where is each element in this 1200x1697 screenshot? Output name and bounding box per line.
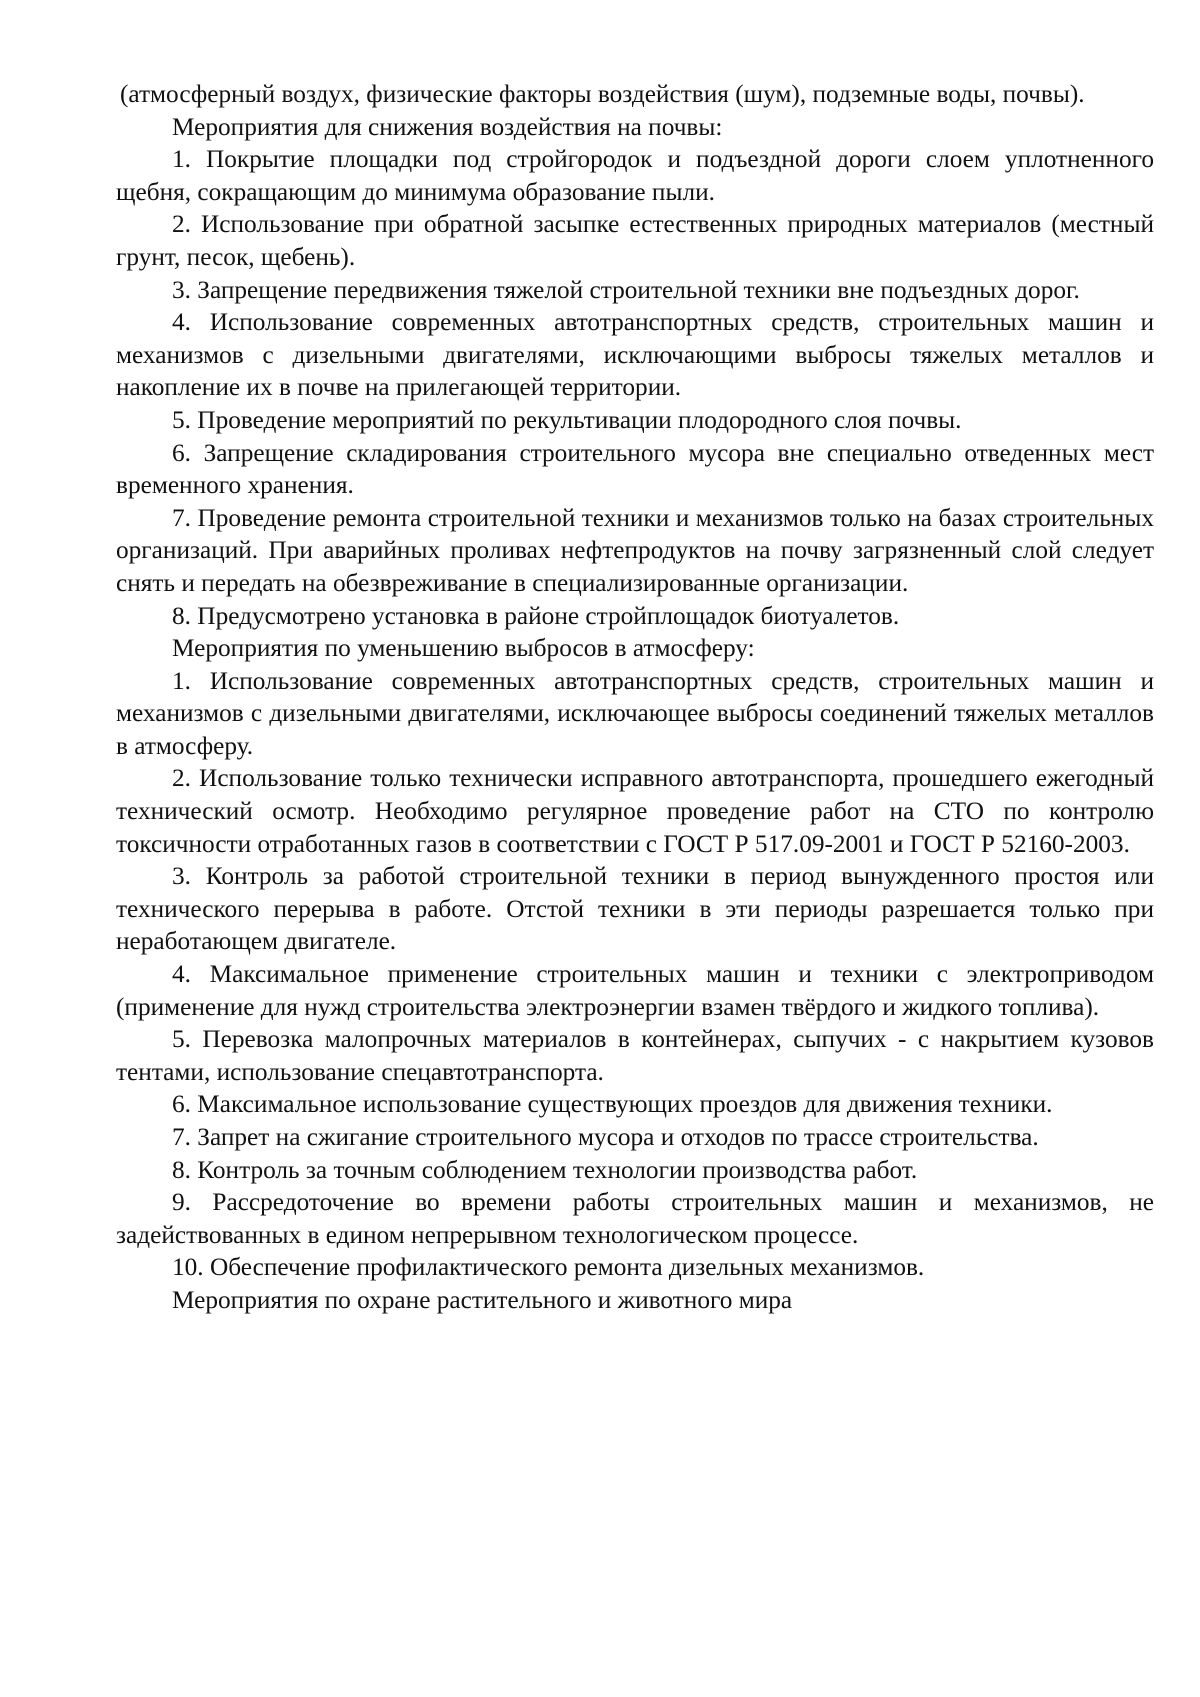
section-heading-flora-fauna: Мероприятия по охране растительного и животного мира <box>172 1285 793 1314</box>
atmosphere-measure-7: 7. Запрет на сжигание строительного мусора и отходов по трассе строительства. <box>172 1123 1039 1151</box>
soil-measure-2: 2. Использование при обратной засыпке естественных природных материалов (местный грунт, песок, щебень). <box>116 210 1154 271</box>
atmosphere-measure-1: 1. Использование современных автотранспортных средств, строительных машин и механизмов с дизельными двигателями, исключающее выбросы соединений тяжелых металлов в атмосферу. <box>116 666 1154 760</box>
soil-measure-3: 3. Запрещение передвижения тяжелой строительной техники вне подъездных дорог. <box>172 275 1080 304</box>
soil-measure-4: 4. Использование современных автотранспортных средств, строительных машин и механизмов с дизельными двигателями, исключающими выбросы тяжелых металлов и накопление их в почве на прилегающей территории. <box>116 308 1154 402</box>
atmosphere-measure-6: 6. Максимальное использование существующих проездов для движения техники. <box>172 1090 1053 1119</box>
section-heading-atmosphere: Мероприятия по уменьшению выбросов в атмосферу: <box>172 634 755 663</box>
atmosphere-measure-4: 4. Максимальное применение строительных машин и техники с электроприводом (применение для нужд строительства электроэнергии взамен твёрдого и жидкого топлива). <box>116 960 1154 1021</box>
soil-measure-1: 1. Покрытие площадки под стройгородок и подъездной дороги слоем уплотненного щебня, сокращающим до минимума образование пыли. <box>116 145 1154 206</box>
soil-measure-6: 6. Запрещение складирования строительного мусора вне специально отведенных мест временного хранения. <box>116 438 1154 500</box>
soil-measure-5: 5. Проведение мероприятий по рекультивации плодородного слоя почвы. <box>172 405 962 434</box>
atmosphere-measure-9: 9. Рассредоточение во времени работы строительных машин и механизмов, не задействованных в едином непрерывном технологическом процессе. <box>116 1188 1154 1249</box>
atmosphere-measure-2: 2. Использование только технически исправного автотранспорта, прошедшего ежегодный технический осмотр. Необходимо регулярное проведение работ на СТО по контролю токсичности отработанных газов в соответствии с ГОСТ Р 517.09-2001 и ГОСТ Р 52160-2003. <box>116 764 1154 858</box>
section-heading-soil: Мероприятия для снижения воздействия на почвы: <box>172 112 723 141</box>
document-body <box>116 78 1154 1317</box>
atmosphere-measure-8: 8. Контроль за точным соблюдением технологии производства работ. <box>172 1155 918 1184</box>
soil-measure-7: 7. Проведение ремонта строительной техники и механизмов только на базах строительных организаций. При аварийных проливах нефтепродуктов на почву загрязненный слой следует снять и передать на обезвреживание в специализированные организации. <box>116 503 1154 597</box>
atmosphere-measure-5: 5. Перевозка малопрочных материалов в контейнерах, сыпучих - с накрытием кузовов тентами, использование спецавтотранспорта. <box>116 1025 1154 1086</box>
soil-measure-8: 8. Предусмотрено установка в районе стройплощадок биотуалетов. <box>172 601 900 630</box>
paragraph-intro-continuation: (атмосферный воздух, физические факторы воздействия (шум), подземные воды, почвы). <box>120 80 1085 108</box>
atmosphere-measure-3: 3. Контроль за работой строительной техники в период вынужденного простоя или технического перерыва в работе. Отстой техники в эти периоды разрешается только при неработающем двигателе. <box>116 862 1154 956</box>
atmosphere-measure-10: 10. Обеспечение профилактического ремонта дизельных механизмов. <box>172 1253 925 1282</box>
